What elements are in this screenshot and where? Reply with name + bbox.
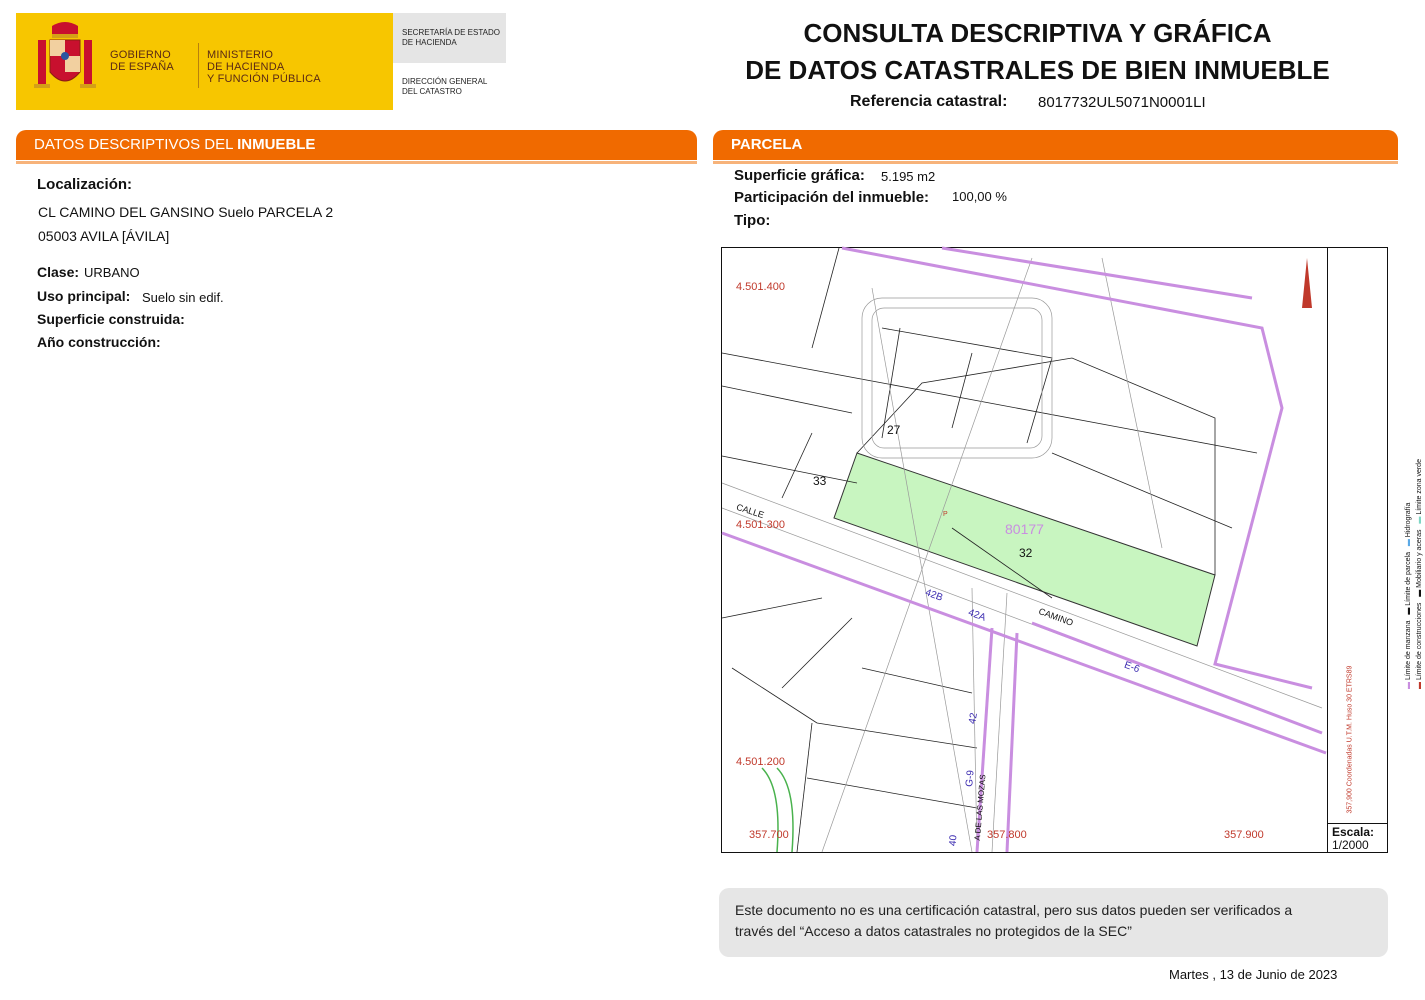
label-p: P bbox=[943, 511, 948, 518]
coord-y1: 4.501.400 bbox=[736, 281, 785, 293]
participacion-label: Participación del inmueble: bbox=[734, 189, 930, 206]
coat-of-arms-icon bbox=[30, 20, 100, 100]
legend-coordinates: 357,900 Coordenadas U.T.M. Huso 30 ETRS89 bbox=[1346, 665, 1354, 814]
scale-box bbox=[1327, 823, 1387, 853]
disclaimer-note: Este documento no es una certificación catastral, pero sus datos pueden ser verificados a través del “Acceso a datos catastrales no protegidos de la SEC” bbox=[719, 888, 1388, 957]
coord-y3: 4.501.200 bbox=[736, 756, 785, 768]
coord-y2: 4.501.300 bbox=[736, 519, 785, 531]
logo-separator bbox=[198, 43, 199, 88]
ref-value: 8017732UL5071N0001LI bbox=[1038, 94, 1206, 111]
localizacion-label: Localización: bbox=[37, 176, 133, 193]
document-date: Martes , 13 de Junio de 2023 bbox=[1169, 967, 1338, 982]
label-g9: G-9 bbox=[964, 769, 977, 788]
referencia-catastral bbox=[850, 93, 1206, 111]
coord-x3: 357.900 bbox=[1224, 829, 1264, 841]
address-line1: CL CAMINO DEL GANSINO Suelo PARCELA 2 bbox=[38, 204, 334, 220]
label-camino: CAMINO bbox=[1037, 606, 1075, 628]
parcel-id-label: 80177 bbox=[1005, 521, 1044, 537]
superficie-grafica-value: 5.195 m2 bbox=[881, 169, 936, 184]
address-line2: 05003 AVILA [ÁVILA] bbox=[38, 228, 170, 244]
label-calle: CALLE bbox=[735, 501, 766, 521]
label-42: 42 bbox=[967, 712, 980, 725]
street-label-mozas: A DE LAS MOZAS bbox=[972, 774, 988, 841]
label-33: 33 bbox=[813, 474, 827, 488]
direccion-text: DIRECCIÓN GENERAL DEL CATASTRO bbox=[402, 77, 488, 96]
participacion-value: 100,00 % bbox=[952, 189, 1007, 204]
label-42a: 42A bbox=[966, 607, 988, 624]
clase-value: URBANO bbox=[84, 265, 140, 280]
cadastral-map bbox=[721, 247, 1423, 853]
uso-label: Uso principal: bbox=[37, 288, 131, 304]
anio-construccion-label: Año construcción: bbox=[37, 334, 161, 350]
superficie-grafica-label: Superficie gráfica: bbox=[734, 167, 865, 184]
superficie-construida-label: Superficie construida: bbox=[37, 311, 185, 327]
ministerio-text: MINISTERIO DE HACIENDA Y FUNCIÓN PÚBLICA bbox=[207, 49, 321, 85]
page-title: CONSULTA DESCRIPTIVA Y GRÁFICA DE DATOS CATASTRALES DE BIEN INMUEBLE bbox=[745, 18, 1330, 85]
label-40: 40 bbox=[947, 834, 960, 847]
coord-x1: 357.700 bbox=[749, 829, 789, 841]
legend-divider bbox=[1327, 248, 1328, 823]
label-42b: 42B bbox=[923, 587, 945, 604]
tipo-label: Tipo: bbox=[734, 212, 771, 229]
section-header-parcela: PARCELA bbox=[713, 130, 1398, 160]
scale-label: Escala: bbox=[1332, 825, 1375, 839]
legend-text: ▬ Límite de manzana ▬ Límite de parcela ▬ Hidrografía ▬ Límite de construcciones ▬ Mobiliario y aceras ▬ Límite zona verde bbox=[1405, 459, 1423, 689]
gobierno-text: GOBIERNO DE ESPAÑA bbox=[110, 49, 174, 73]
uso-value: Suelo sin edif. bbox=[142, 290, 224, 305]
scale-value: 1/2000 bbox=[1332, 838, 1369, 852]
clase-label: Clase: bbox=[37, 264, 80, 280]
ref-label: Referencia catastral: bbox=[850, 93, 1008, 110]
label-e6: E-6 bbox=[1122, 659, 1141, 676]
label-32: 32 bbox=[1019, 546, 1033, 560]
coord-x2: 357.800 bbox=[987, 829, 1027, 841]
label-27: 27 bbox=[887, 423, 901, 437]
section-header-datos: DATOS DESCRIPTIVOS DEL INMUEBLE bbox=[16, 130, 697, 160]
secretaria-text: SECRETARÍA DE ESTADO DE HACIENDA bbox=[402, 28, 500, 47]
